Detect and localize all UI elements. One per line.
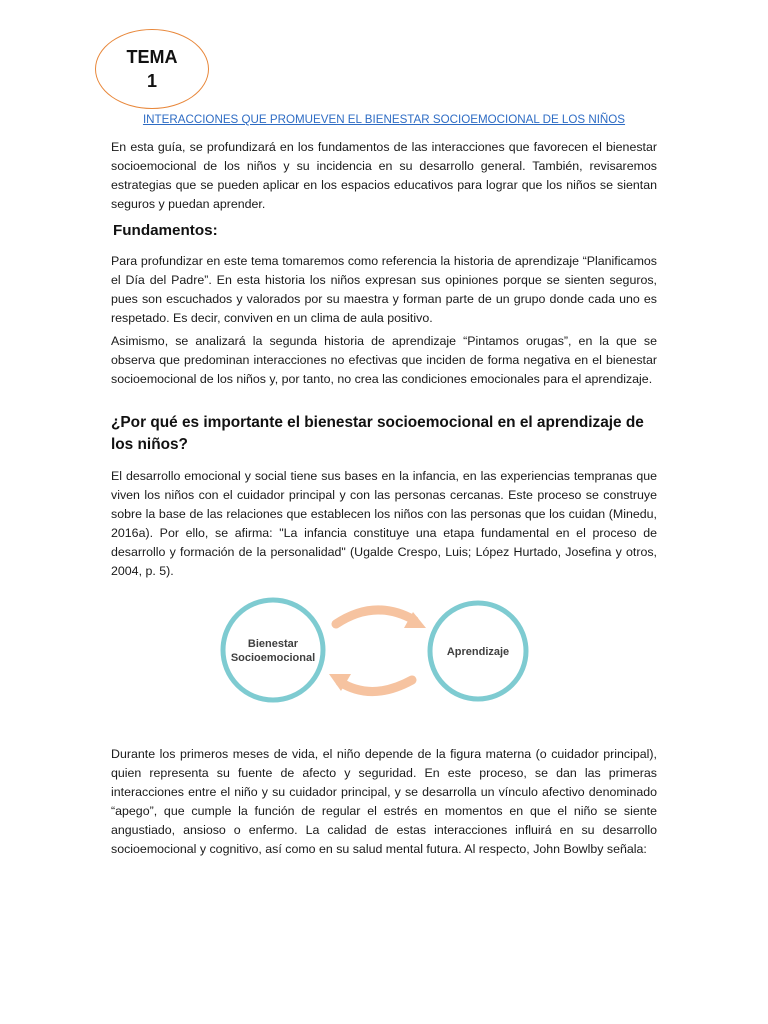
bienestar-label-line1: Bienestar — [247, 638, 299, 650]
document-title: INTERACCIONES QUE PROMUEVEN EL BIENESTAR SOCIOEMOCIONAL DE LOS NIÑOS — [142, 113, 626, 126]
bienestar-circle — [223, 600, 323, 700]
fundamentos-paragraph-2: Asimismo, se analizará la segunda historia de aprendizaje “Pintamos orugas”, en la que se observa que predominan interacciones no efectivas que inciden de forma negativa en el bienestar socioemocional de los niños y, por tanto, no crea las condiciones emocionales para el aprendizaje. — [111, 334, 657, 386]
aprendizaje-label: Aprendizaje — [446, 646, 510, 658]
intro-paragraph: En esta guía, se profundizará en los fundamentos de las interacciones que favorecen el bienestar socioemocional de los niños y su incidencia en su desarrollo general. También, revisaremos estrategias que se pueden aplicar en los espacios educativos para lograr que los niños se sientan seguros y puedan aprender. — [111, 140, 657, 211]
arrow-to-bienestar — [340, 680, 412, 692]
fundamentos-paragraph-1: Para profundizar en este tema tomaremos como referencia la historia de aprendizaje “Planificamos el Día del Padre”. En esta historia los niños expresan sus opiniones porque se sienten seguros, pues son escuchados y valorados por su maestra y forman parte de un grupo donde cada uno es respetado. Es decir, conviven en un clima de aula positivo. — [111, 254, 657, 325]
arrow-to-aprendizaje — [336, 610, 414, 624]
question-heading: ¿Por qué es importante el bienestar socioemocional en el aprendizaje de los niños? — [111, 414, 644, 453]
cycle-diagram — [0, 590, 768, 720]
question-paragraph: El desarrollo emocional y social tiene sus bases en la infancia, en las experiencias tempranas que viven los niños con el cuidador principal y con las personas cercanas. Este proceso se construye sobre la base de las relaciones que establecen los niños con las personas que los cuidan (Minedu, 2016a). Por ello, se afirma: "La infancia constituye una etapa fundamental en el proceso de desarrollo y formación de la personalidad" (Ugalde Crespo, Luis; López Hurtado, Josefina y otros, 2004, p. 5). — [111, 469, 657, 578]
topic-badge-label: TEMA — [126, 47, 178, 67]
topic-badge — [95, 29, 209, 109]
topic-badge-number: 1 — [146, 71, 157, 91]
bienestar-label-line2: Socioemocional — [230, 652, 316, 664]
closing-paragraph: Durante los primeros meses de vida, el niño depende de la figura materna (o cuidador principal), quien representa su fuente de afecto y seguridad. En este proceso, se dan las primeras interacciones entre el niño y su cuidador principal, y se desarrolla un vínculo afectivo denominado “apego”, que cumple la función de regular el estrés en momentos en que el niño se siente angustiado, ansioso o enfermo. La calidad de estas interacciones influirá en su desarrollo socioemocional y cognitivo, así como en su salud mental futura. Al respecto, John Bowlby señala: — [111, 747, 657, 856]
fundamentos-heading: Fundamentos: — [113, 222, 218, 239]
